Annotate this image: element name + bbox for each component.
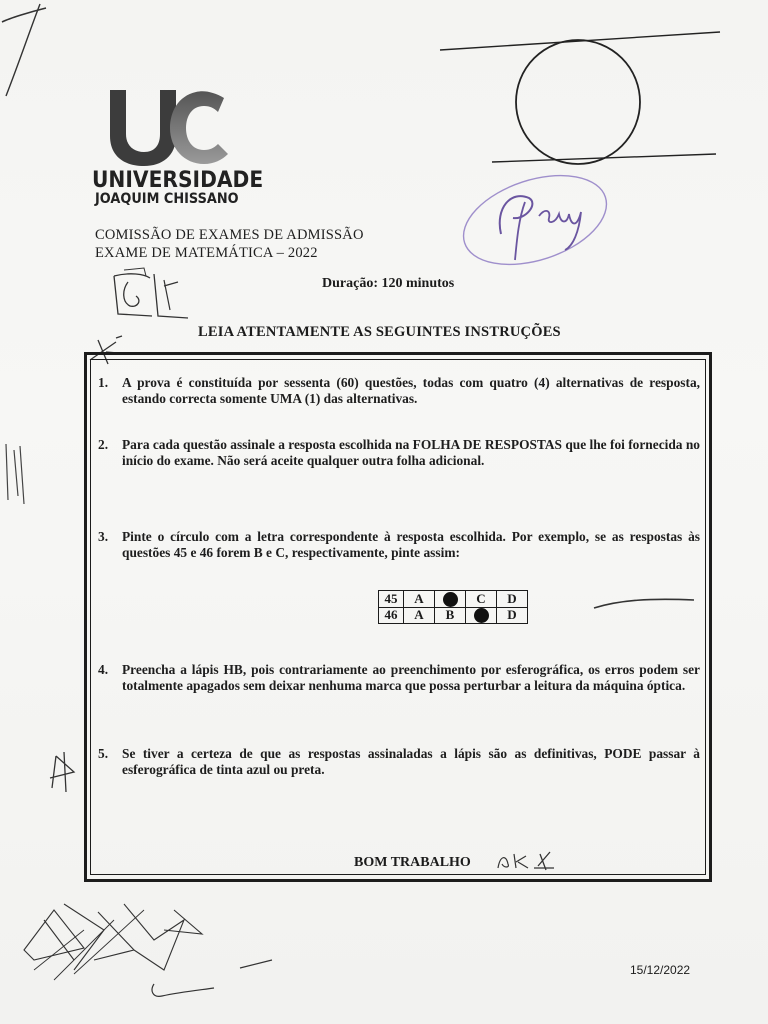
question-number: 45	[379, 591, 404, 608]
instruction-item-1	[98, 375, 700, 407]
signature-stamp	[455, 168, 615, 278]
option-a: A	[404, 607, 435, 624]
instruction-number: 1.	[98, 375, 109, 390]
instruction-text: Se tiver a certeza de que as respostas assinaladas a lápis são as definitivas, PODE passar à esferográfica de tinta azul ou preta.	[122, 746, 700, 777]
commission-title: COMISSÃO DE EXAMES DE ADMISSÃO	[95, 227, 364, 243]
instructions-title: LEIA ATENTAMENTE AS SEGUINTES INSTRUÇÕES	[198, 324, 561, 340]
option-c-filled	[466, 607, 497, 624]
instruction-number: 5.	[98, 746, 109, 761]
uc-logo-mark	[104, 88, 234, 168]
instruction-text: Para cada questão assinale a resposta escolhida na FOLHA DE RESPOSTAS que lhe foi fornecida no início do exame. Não será aceite qualquer outra folha adicional.	[122, 437, 700, 468]
option-b: B	[435, 607, 466, 624]
instruction-item-4	[98, 662, 700, 694]
table-row	[379, 607, 528, 624]
instruction-text: A prova é constituída por sessenta (60) questões, todas com quatro (4) alternativas de resposta, estando correcta somente UMA (1) das alternativas.	[122, 375, 700, 406]
question-number: 46	[379, 607, 404, 624]
instruction-item-5	[98, 746, 700, 778]
option-d: D	[497, 607, 528, 624]
university-subname: JOAQUIM CHISSANO	[95, 191, 239, 207]
option-d: D	[497, 591, 528, 608]
bottom-stroke	[140, 956, 280, 1006]
stray-mark-left	[0, 440, 30, 510]
option-c: C	[466, 591, 497, 608]
option-b-filled	[435, 591, 466, 608]
option-a: A	[404, 591, 435, 608]
closing-message: BOM TRABALHO	[354, 855, 471, 870]
stray-mark-item5	[44, 748, 84, 798]
instruction-item-3	[98, 529, 700, 561]
instruction-number: 4.	[98, 662, 109, 677]
filled-circle-icon	[474, 608, 489, 623]
instruction-number: 3.	[98, 529, 109, 544]
handwritten-initials	[104, 266, 196, 326]
instruction-text: Pinte o círculo com a letra correspondente à resposta escolhida. Por exemplo, se as respostas às questões 45 e 46 forem B e C, respectivamente, pinte assim:	[122, 529, 700, 560]
instruction-number: 2.	[98, 437, 109, 452]
filled-circle-icon	[443, 592, 458, 607]
exam-title: EXAME DE MATEMÁTICA – 2022	[95, 245, 318, 261]
university-name: UNIVERSIDADE	[92, 168, 264, 193]
exam-duration: Duração: 120 minutos	[322, 276, 455, 291]
university-logo	[92, 88, 264, 208]
table-row	[379, 591, 528, 608]
stray-mark-right	[590, 592, 700, 616]
instruction-item-2	[98, 437, 700, 469]
closing-initials	[494, 846, 558, 874]
pen-stroke-top-left	[0, 0, 60, 110]
hand-drawn-circle	[430, 20, 730, 180]
answer-example-table	[378, 590, 528, 624]
instruction-text: Preencha a lápis HB, pois contrariamente ao preenchimento por esferográfica, os erros podem ser totalmente apagados sem deixar nenhuma marca que possa perturbar a leitura da máquina óptica.	[122, 662, 700, 693]
exam-date: 15/12/2022	[630, 963, 691, 977]
